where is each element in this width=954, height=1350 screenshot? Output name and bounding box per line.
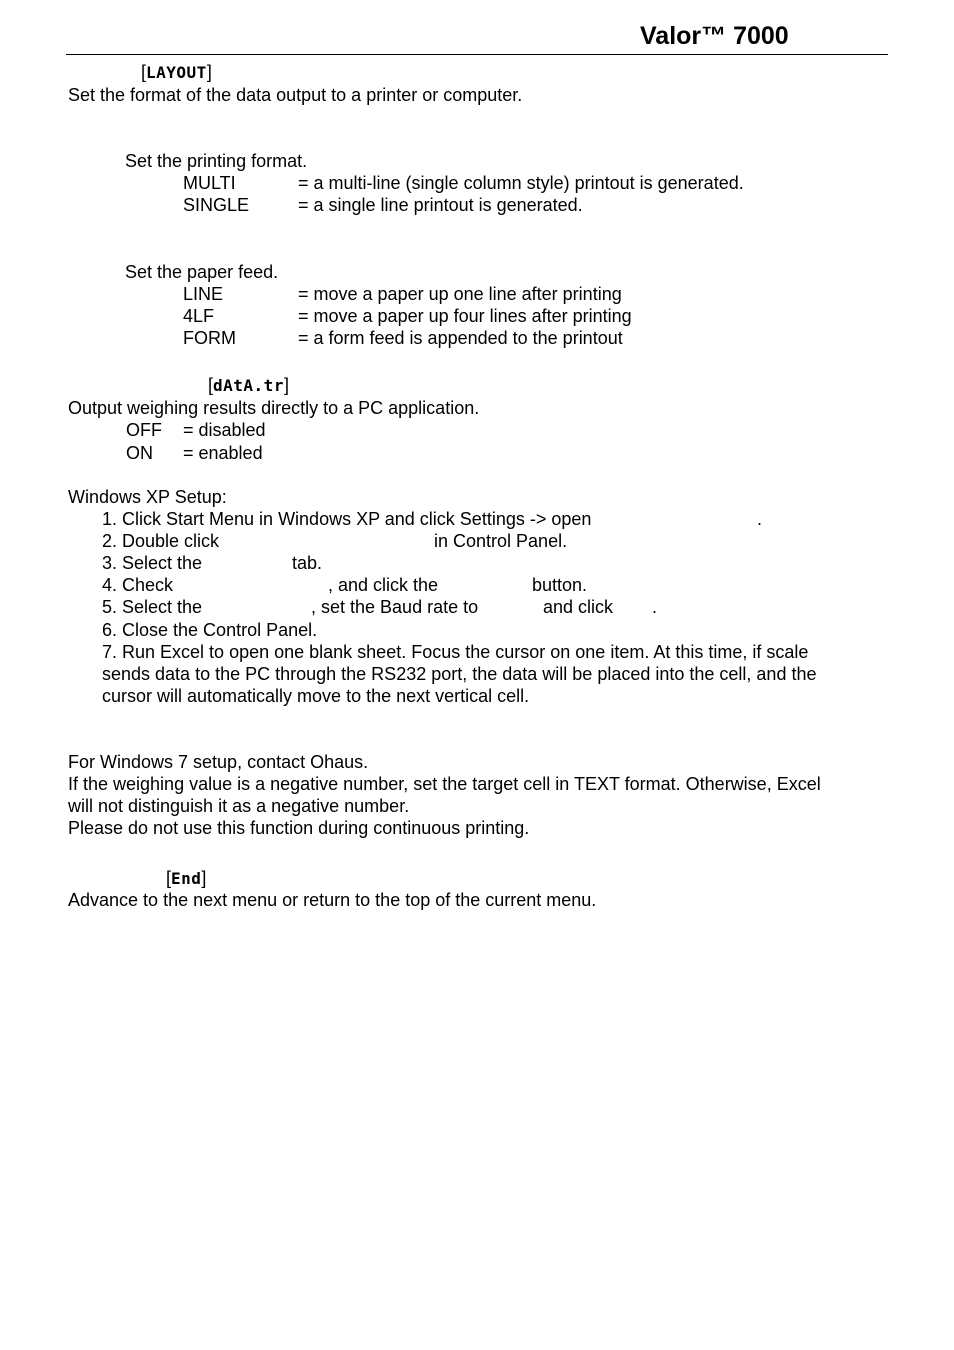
datatr-option-desc: = disabled (183, 420, 266, 440)
step-1: 1. Click Start Menu in Windows XP and click Settings -> open (102, 509, 592, 529)
header-divider (66, 54, 888, 55)
step-2: 2. Double click (102, 531, 220, 551)
note-negative-line-2: will not distinguish it as a negative number. (68, 796, 410, 816)
step-2-end: in Control Panel. (434, 531, 568, 551)
layout-description: Set the format of the data output to a printer or computer. (68, 85, 523, 105)
step-6: 6. Close the Control Panel. (102, 620, 318, 640)
datatr-option-key: OFF (126, 420, 162, 440)
feed-option-key: 4LF (183, 306, 215, 326)
step-7-line-1: 7. Run Excel to open one blank sheet. Focus the cursor on one item. At this time, if scale (102, 642, 809, 662)
step-4-mid: , and click the (328, 575, 439, 595)
note-negative-line-1: If the weighing value is a negative number, set the target cell in TEXT format. Otherwise, Excel (68, 774, 821, 794)
layout-code: LAYOUT (146, 63, 207, 82)
format-option-key: SINGLE (183, 195, 250, 215)
format-option-key: MULTI (183, 173, 236, 193)
step-3-end: tab. (292, 553, 323, 573)
datatr-description: Output weighing results directly to a PC application. (68, 398, 480, 418)
datatr-code: dAtA.tr (213, 376, 284, 395)
datatr-lcd-code: [dAtA.tr] (208, 375, 289, 395)
feed-intro: Set the paper feed. (125, 262, 279, 282)
step-5-mid2: and click (543, 597, 614, 617)
step-7-line-3: cursor will automatically move to the next vertical cell. (102, 686, 530, 706)
datatr-option-desc: = enabled (183, 443, 263, 463)
step-5-mid: , set the Baud rate to (311, 597, 479, 617)
step-7-line-2: sends data to the PC through the RS232 port, the data will be placed into the cell, and the (102, 664, 817, 684)
datatr-option-key: ON (126, 443, 153, 463)
feed-option-key: LINE (183, 284, 224, 304)
end-description: Advance to the next menu or return to the top of the current menu. (68, 890, 597, 910)
layout-lcd-code: [LAYOUT] (141, 62, 212, 82)
format-intro: Set the printing format. (125, 151, 308, 171)
feed-option-desc: = move a paper up one line after printing (298, 284, 622, 304)
feed-option-desc: = move a paper up four lines after printing (298, 306, 632, 326)
step-1-end: . (757, 509, 763, 529)
setup-title: Windows XP Setup: (68, 487, 227, 507)
note-continuous: Please do not use this function during continuous printing. (68, 818, 530, 838)
page-title: Valor™ 7000 (640, 22, 789, 50)
feed-option-desc: = a form feed is appended to the printout (298, 328, 623, 348)
step-5-end: . (652, 597, 658, 617)
step-5: 5. Select the (102, 597, 203, 617)
end-lcd-code: [End] (166, 868, 207, 888)
format-option-desc: = a single line printout is generated. (298, 195, 583, 215)
step-3: 3. Select the (102, 553, 203, 573)
feed-option-key: FORM (183, 328, 236, 348)
format-option-desc: = a multi-line (single column style) printout is generated. (298, 173, 744, 193)
end-code: End (171, 869, 202, 888)
step-4: 4. Check (102, 575, 174, 595)
note-windows7: For Windows 7 setup, contact Ohaus. (68, 752, 369, 772)
step-4-end: button. (532, 575, 588, 595)
